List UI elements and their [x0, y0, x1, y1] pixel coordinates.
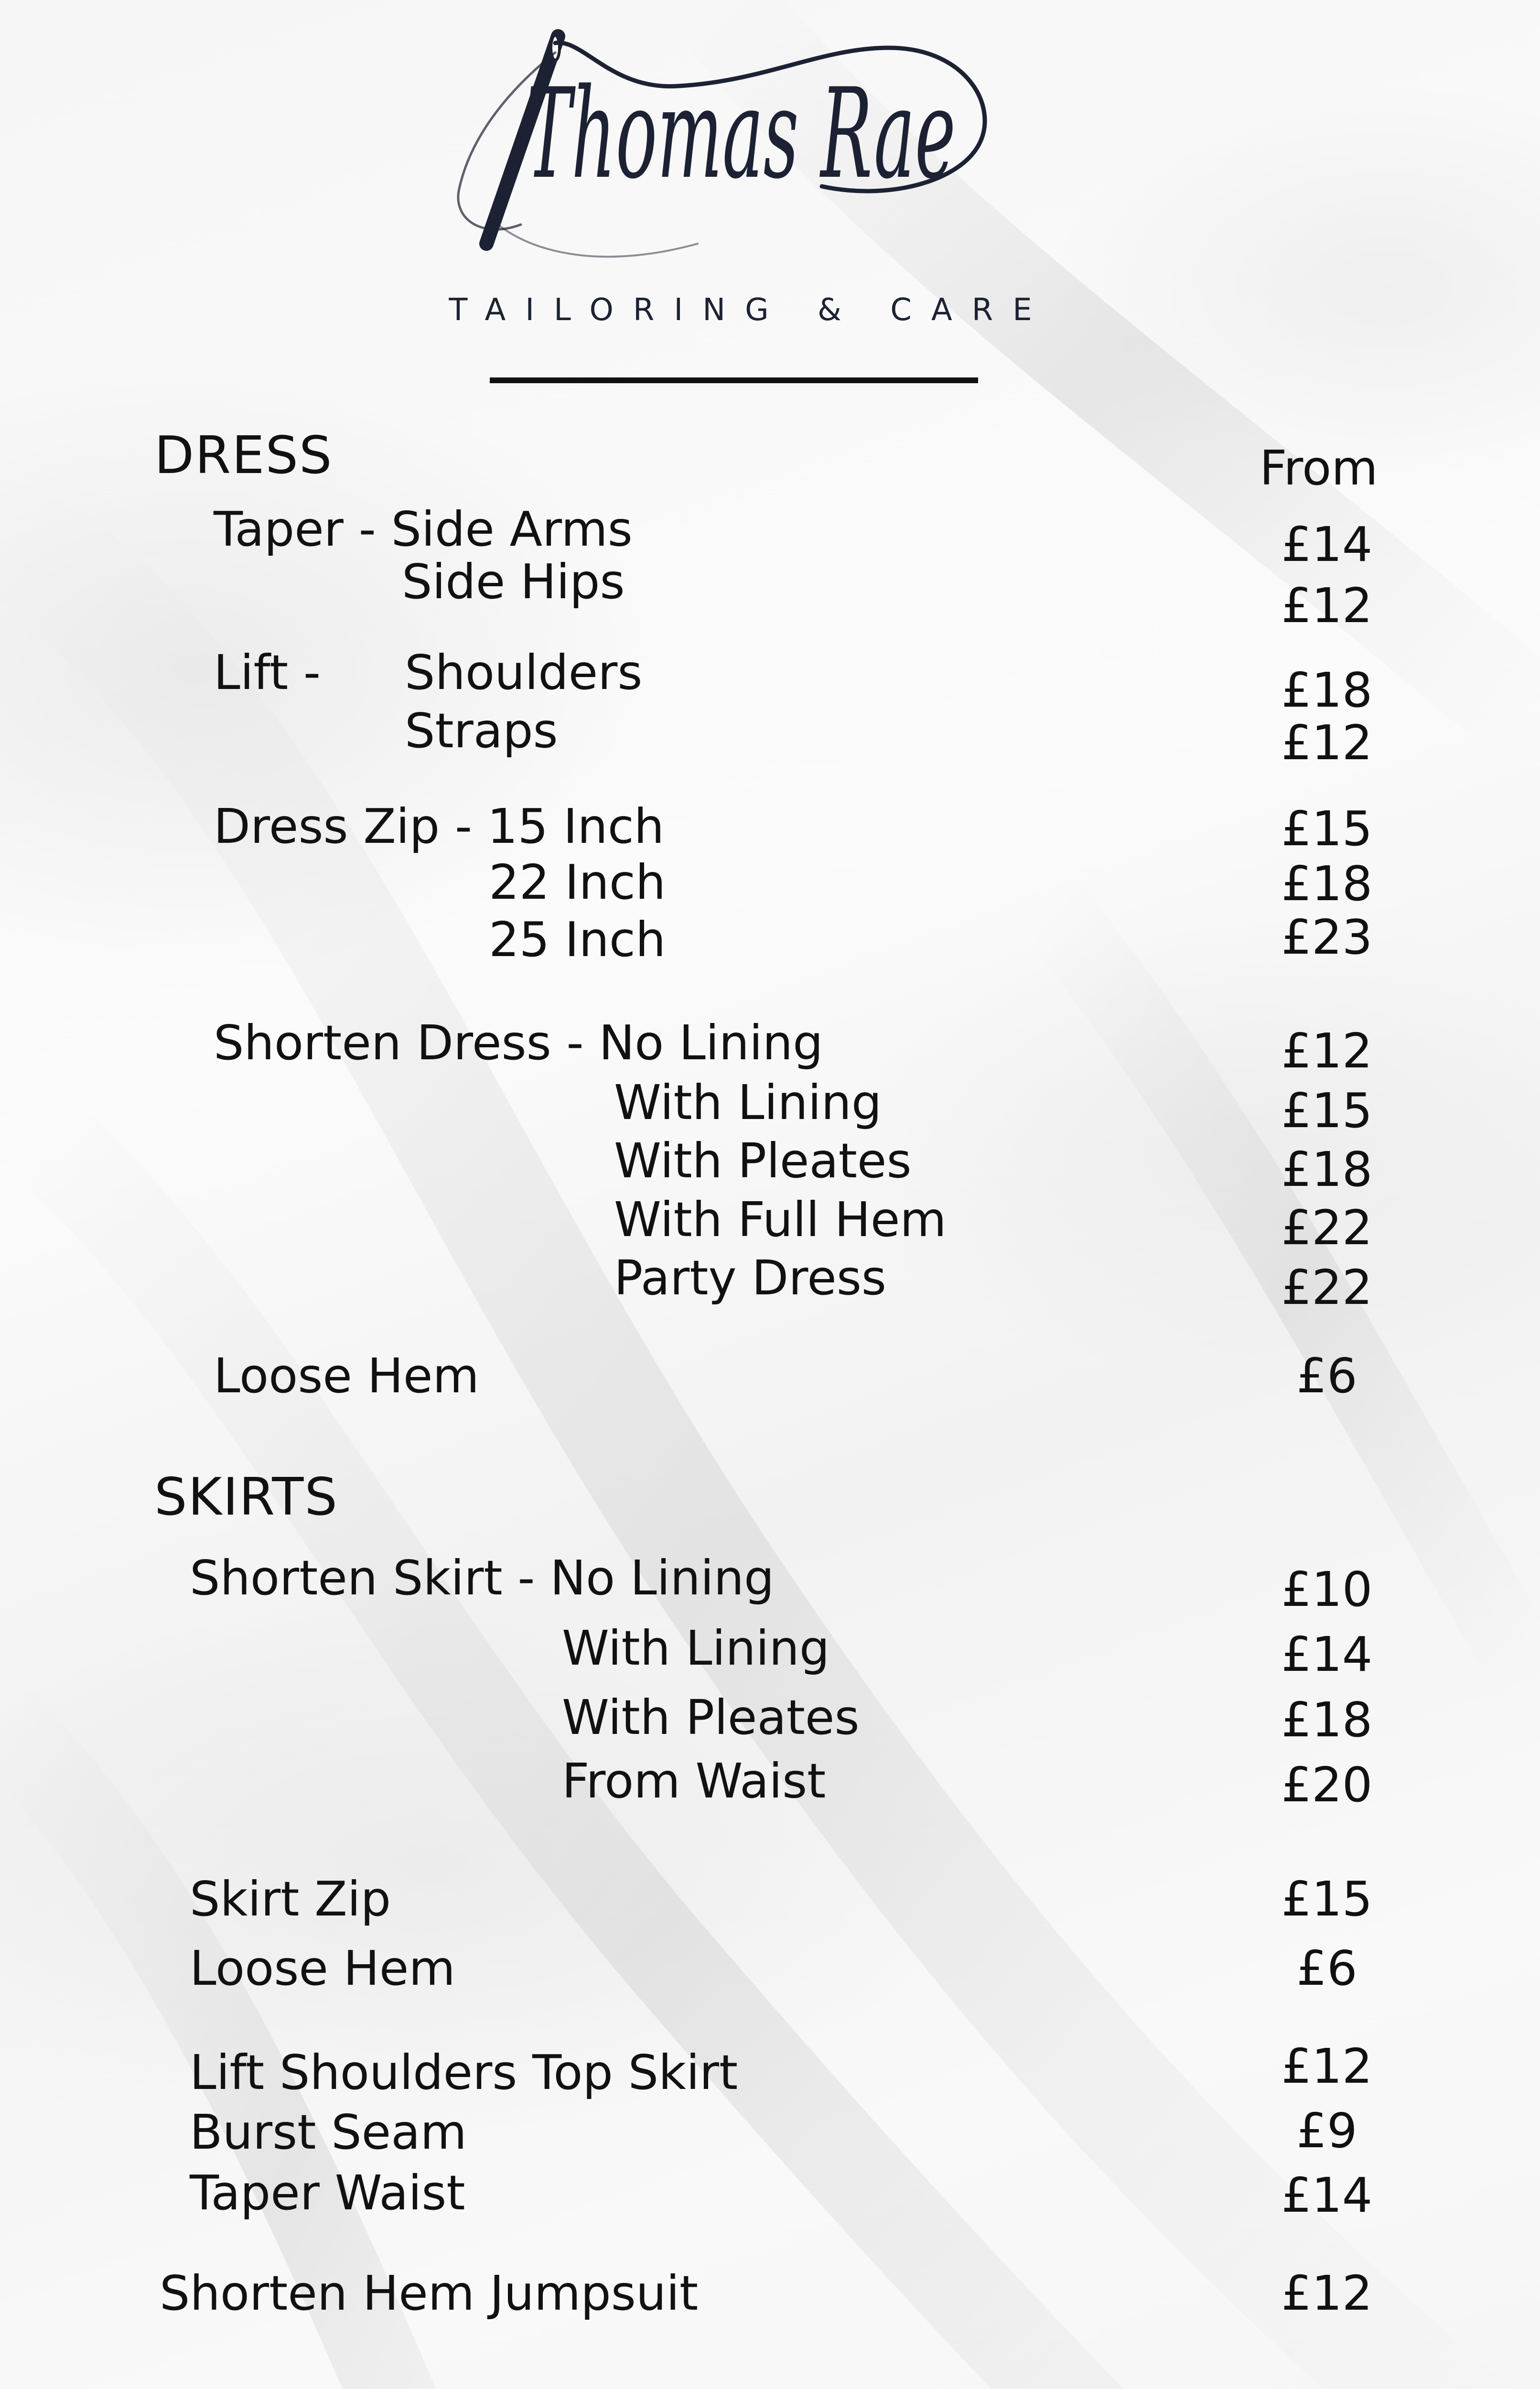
list-item-label: Straps [405, 703, 558, 759]
list-item-price: £23 [1281, 909, 1373, 965]
list-item-sublabel: Shoulders [405, 645, 643, 700]
list-item-label: With Lining [562, 1620, 830, 1676]
list-item-label: Lift - [214, 645, 321, 700]
list-item-label: Burst Seam [190, 2104, 467, 2160]
list-item-price: £12 [1281, 2038, 1373, 2094]
list-item-price: £20 [1281, 1757, 1373, 1813]
list-item-price: £15 [1281, 1871, 1373, 1927]
list-item-label: Shorten Skirt - No Lining [190, 1550, 775, 1606]
list-item-price: £18 [1281, 856, 1373, 912]
list-item-price: £6 [1296, 1940, 1357, 1996]
list-item-label: Taper Waist [190, 2165, 465, 2221]
list-item-label: Shorten Hem Jumpsuit [160, 2265, 699, 2321]
list-item-price: £14 [1281, 2167, 1373, 2223]
list-item-label: With Pleates [562, 1690, 860, 1745]
list-item-label: From Waist [562, 1753, 826, 1809]
list-item-label: 25 Inch [489, 912, 666, 968]
list-item-label: Loose Hem [190, 1940, 455, 1996]
list-item-label: With Pleates [614, 1133, 912, 1189]
list-item-price: £18 [1281, 662, 1373, 718]
list-item-label: Shorten Dress - No Lining [214, 1015, 823, 1071]
list-item-price: £9 [1296, 2103, 1357, 2159]
list-item-label: Skirt Zip [190, 1871, 391, 1927]
dress-heading: DRESS [154, 426, 333, 485]
brand-logo [430, 19, 1051, 287]
list-item-price: £22 [1281, 1200, 1373, 1256]
brand-tagline: TAILORING & CARE [449, 292, 1052, 328]
skirts-heading: SKIRTS [154, 1467, 338, 1527]
list-item-price: £10 [1281, 1561, 1373, 1617]
list-item-price: £15 [1281, 801, 1373, 857]
list-item-label: Side Hips [402, 554, 625, 610]
list-item-label: Taper - Side Arms [214, 501, 633, 557]
logo-script-text: Thomas Rae [526, 62, 956, 206]
list-item-label: Lift Shoulders Top Skirt [190, 2045, 738, 2100]
list-item-label: With Lining [614, 1075, 882, 1130]
list-item-price: £12 [1281, 715, 1373, 771]
list-item-price: £12 [1281, 2265, 1373, 2321]
from-label: From [1260, 440, 1378, 496]
list-item-price: £15 [1281, 1083, 1373, 1139]
list-item-price: £14 [1281, 1626, 1373, 1682]
header-divider [490, 377, 978, 383]
list-item-price: £22 [1281, 1259, 1373, 1315]
list-item-price: £14 [1281, 517, 1373, 572]
list-item-price: £12 [1281, 1023, 1373, 1079]
list-item-price: £18 [1281, 1141, 1373, 1197]
list-item-label: 22 Inch [489, 854, 666, 910]
list-item-price: £18 [1281, 1692, 1373, 1748]
list-item-label: Party Dress [614, 1250, 887, 1306]
list-item-label: With Full Hem [614, 1192, 947, 1248]
list-item-price: £6 [1296, 1348, 1357, 1404]
list-item-label: Loose Hem [214, 1348, 479, 1404]
list-item-price: £12 [1281, 578, 1373, 634]
list-item-label: Dress Zip - 15 Inch [214, 798, 665, 854]
